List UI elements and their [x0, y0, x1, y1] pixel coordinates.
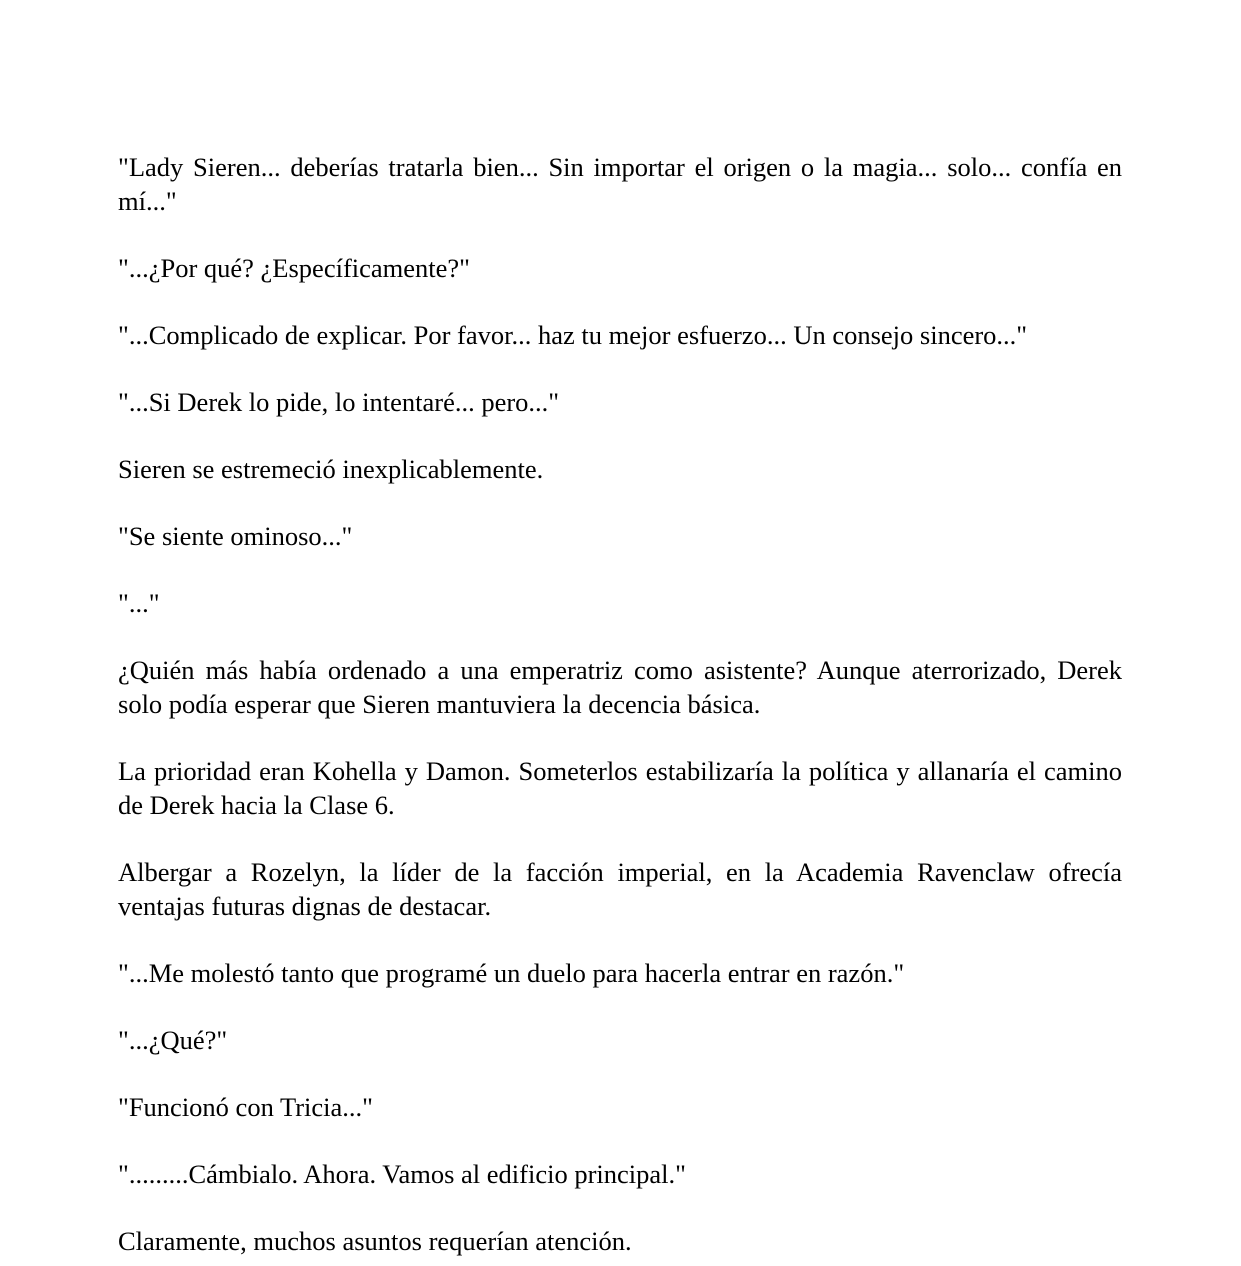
paragraph-9: La prioridad eran Kohella y Damon. Someterlos estabilizaría la política y allanaría el camino de Derek hacia la Clase 6. [118, 756, 1122, 820]
paragraph-11: "...Me molestó tanto que programé un duelo para hacerla entrar en razón." [118, 958, 905, 988]
paragraph-1: "Lady Sieren... deberías tratarla bien... Sin importar el origen o la magia... solo... confía en mí..." [118, 152, 1122, 216]
paragraph-2: "...¿Por qué? ¿Específicamente?" [118, 253, 470, 283]
document-page [118, 150, 1122, 1258]
paragraph-15: Claramente, muchos asuntos requerían atención. [118, 1226, 632, 1256]
paragraph-8: ¿Quién más había ordenado a una emperatriz como asistente? Aunque aterrorizado, Derek solo podía esperar que Sieren mantuviera la decencia básica. [118, 655, 1122, 719]
paragraph-10: Albergar a Rozelyn, la líder de la facción imperial, en la Academia Ravenclaw ofrecía ventajas futuras dignas de destacar. [118, 857, 1122, 921]
paragraph-5: Sieren se estremeció inexplicablemente. [118, 454, 544, 484]
paragraph-7: "..." [118, 588, 160, 618]
paragraph-14: ".........Cámbialo. Ahora. Vamos al edificio principal." [118, 1159, 686, 1189]
paragraph-12: "...¿Qué?" [118, 1025, 228, 1055]
paragraph-3: "...Complicado de explicar. Por favor... haz tu mejor esfuerzo... Un consejo sincero..." [118, 320, 1028, 350]
paragraph-13: "Funcionó con Tricia..." [118, 1092, 373, 1122]
paragraph-4: "...Si Derek lo pide, lo intentaré... pero..." [118, 387, 560, 417]
paragraph-6: "Se siente ominoso..." [118, 521, 353, 551]
